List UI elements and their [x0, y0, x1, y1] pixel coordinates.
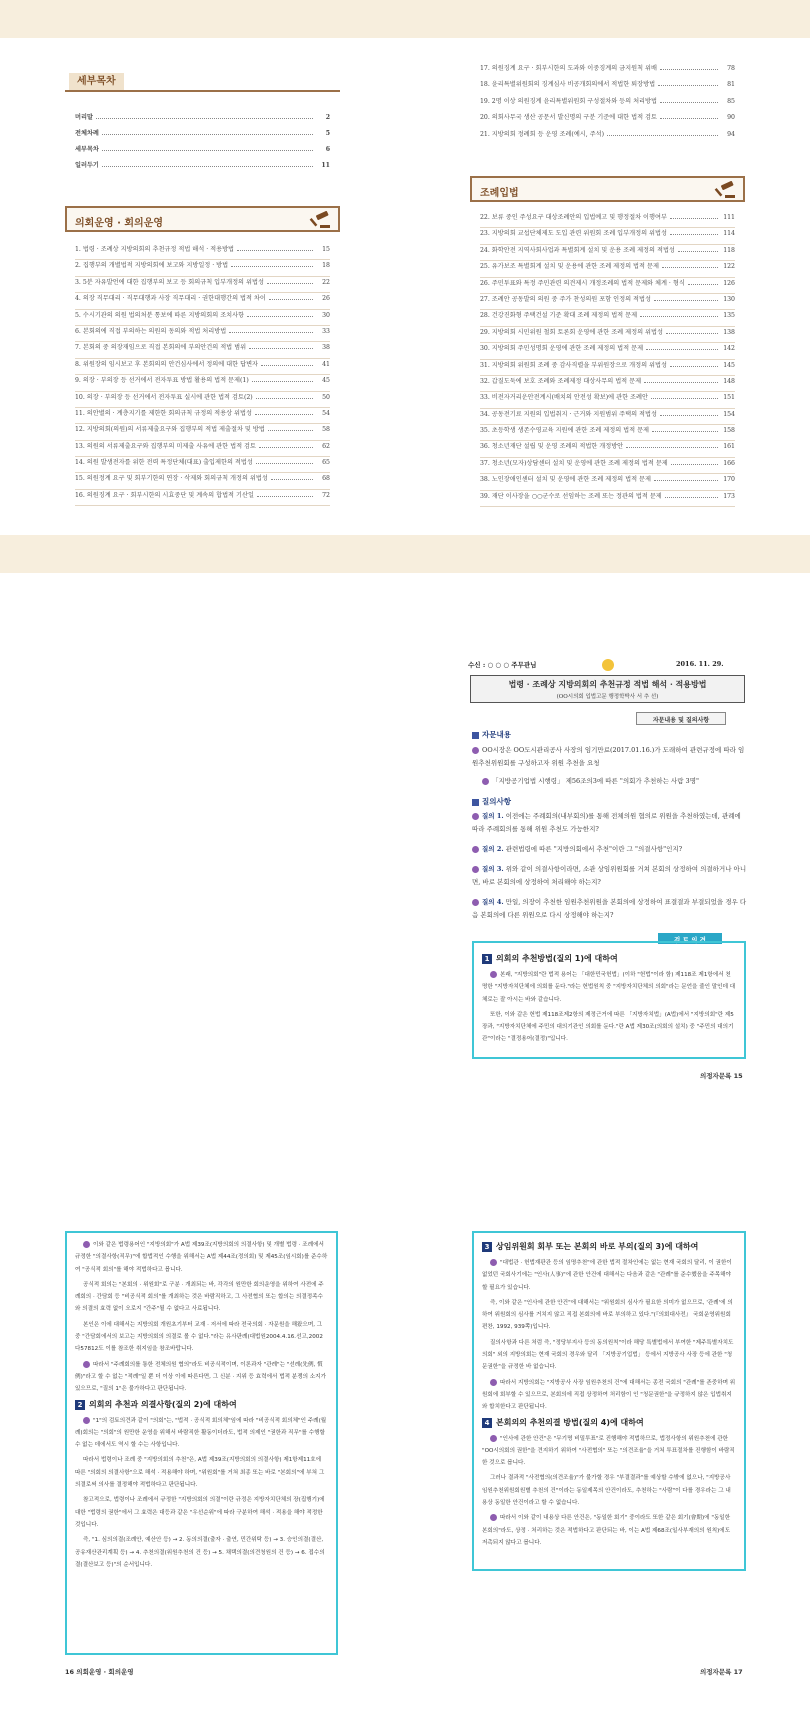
bullet-icon	[490, 1379, 497, 1386]
toc-item[interactable]	[75, 457, 330, 473]
question-4	[472, 896, 747, 922]
toc-item[interactable]	[75, 359, 330, 375]
bullet-icon	[472, 813, 479, 820]
section2-heading-label: 조례입법	[480, 188, 519, 199]
section1-toc-list	[75, 244, 330, 506]
toc-item-title: 35. 초등학생 생존수영교육 지원에 관한 조례 제정의 법적 문제	[480, 427, 650, 435]
toc-leader-dots	[257, 493, 313, 497]
toc-leader-dots	[688, 281, 718, 285]
heading-number-badge: 4	[482, 1418, 492, 1428]
toc-item-title: 24. 화학안전 지역사회사업과 특별회계 설치 및 운용 조례 제정의 적법성	[480, 246, 675, 254]
review-text: 본래, "지방의회"란 법적 용어는 「대한민국헌법」(이하 "헌법"이라 함) 제118조 제1항에서 천명한 "지방자치단체에 의회를 둔다."라는 헌법원칙 중 "지방자치단체의 의회"라는 문언을 줄인 말인데 대체로는 잘 아시는 바와 같습니다.	[482, 972, 736, 1003]
toc-item-page: 22	[322, 278, 330, 286]
toc-item-title: 30. 지방의회 주민성명회 운영에 관한 조례 제정의 법적 문제	[480, 345, 644, 353]
question-1-label: 질의 1.	[482, 812, 504, 820]
toc-item-title: 27. 조례안 공동발의 의원 중 주가 찬성의원 포함 인정의 적법성	[480, 295, 651, 303]
gavel-icon	[713, 181, 737, 199]
toc-item[interactable]	[75, 293, 330, 309]
review-paragraph: 즉, 이와 같은 "인사에 관한 안건"에 대해서는 "위원회의 심사가 필요한 의미가 없으므로, '관례'에 의하여 위원회의 심사를 거치지 않고 직접 본회의에 바로 부의하고 있다."(『의회대사전』 국회운영위원회 편찬, 1992, 939쪽)입니다.	[482, 1299, 733, 1331]
toc-leader-dots	[660, 66, 718, 70]
toc-leader-dots	[249, 345, 313, 349]
question-4-text: 만일, 의장이 추천한 임원추천위원을 본회의에 상정하여 표결결과 부결되었을 경우 다음 본회의에 다른 위원으로 다시 상정해야 하는지?	[472, 898, 747, 919]
review-text: "인사에 관한 안건"은 "무기명 비밀투표"로 진행해야 적법하므로, 법정사항의 위원추천에 관한 "OO시의회의 권한"을 견지하기 위하여 "사전협의" 또는 "의견조율"을 거쳐 투표절차를 진행함이 바람직한 것으로 봅니다.	[482, 1435, 735, 1467]
question-4-label: 질의 4.	[482, 898, 504, 906]
toc-item-page: 68	[322, 475, 330, 483]
toc-item-page: 118	[723, 246, 735, 254]
toc-item-title: 15. 의원정계 요구 및 회부기한의 연장 · 삭제와 회의규칙 개정의 위법성	[75, 475, 268, 483]
review-heading-2	[75, 1399, 328, 1410]
toc-item[interactable]	[75, 260, 330, 276]
toc-leader-dots	[261, 362, 313, 366]
toc-leader-dots	[268, 427, 313, 431]
toc-item-title: 19. 2명 이상 의원징계 윤리특별위원회 구성절차와 등의 처리방법	[480, 97, 657, 105]
toc-item-page: 2	[325, 114, 330, 121]
toc-item-title: 37. 청소년(모자)상담센터 설치 및 운영에 관한 조례 제정의 법적 문제	[480, 459, 668, 467]
toc-item-title: 25. 유가보조 특별회계 설치 및 운용에 관한 조례 제정의 법적 문제	[480, 263, 659, 271]
question-section-label: 질의사항	[482, 797, 511, 806]
toc-leader-dots	[256, 395, 313, 399]
memo-title-box	[470, 675, 745, 703]
toc-leader-dots	[660, 99, 718, 103]
toc-leader-dots	[96, 115, 313, 119]
review-heading-3-label: 상임위원회 회부 또는 본회의 바로 부의(질의 3)에 대하여	[496, 1242, 699, 1251]
review-text: 따라서 이와 같이 내용상 다른 안건은, "동일한 회기" 중이라도 또한 같은 회기(會期)에 "동일한 본회의"라도, 상정 · 처리하는 것은 적법하다고 판단되는 바, 이는 A법 제68조(일사부재의의 원칙)에도 저촉되지 않다고 봅니다.	[482, 1515, 731, 1546]
toc-item-title: 39. 재단 이사장을 ○○군수로 선임하는 조례 또는 정관의 법적 문제	[480, 492, 662, 500]
toc-item-title: 18. 윤리특별위원회의 징계심사 비공개회의에서 적법한 퇴장방법	[480, 81, 656, 89]
toc-leader-dots	[256, 460, 313, 464]
toc-item[interactable]	[75, 326, 330, 342]
toc-item[interactable]	[75, 424, 330, 440]
toc-item-title: 7. 본회의 중 의장재임으로 직접 본회의에 부의안건의 적법 범위	[75, 344, 247, 352]
toc-item-page: 38	[322, 344, 330, 352]
toc-item-page: 6	[325, 146, 330, 153]
toc-item[interactable]	[480, 360, 735, 376]
heading-number-badge: 3	[482, 1242, 492, 1252]
toc-leader-dots	[271, 476, 313, 480]
toc-item-title: 38. 노인장애인센터 설치 및 운영에 관한 조례 제정의 법적 문제	[480, 476, 651, 484]
toc-item-title: 14. 의원 발생전자를 위한 전력 특정단체(대표) 출입제한의 적법성	[75, 459, 253, 467]
review-text: 따라서 지방의회는 "지방공사 사장 임원추천의 건"에 대해서는 종전 국회의 "관례"를 존중하며 위원회에 회부할 수 있으므로, 본회의에 직접 상정하여 처리함이 인 "청문권한"을 규정하지 않은 입법취지와 합치한다고 판단됩니다.	[482, 1379, 736, 1411]
toc-item-page: 151	[723, 394, 735, 402]
toc-leader-dots	[102, 131, 313, 135]
bullet-icon	[482, 778, 489, 785]
toc-item-page: 148	[723, 377, 735, 385]
page-folio-17: 의정자문록 17	[700, 1668, 743, 1676]
toc-item[interactable]	[480, 112, 735, 128]
seal-icon	[602, 659, 614, 671]
review-paragraph: 본인은 이에 대해서는 지방의회 개원초기부터 교재 · 저서에 따라 전국의회 · 자문원을 해왔으며, 그 중 "간담회에서의 보고는 지방의회의 의결로 볼 수 없다."라는 유사판례(대법원2004.4.16.선고,2002다57812도 이를 참조한 취지임을 참조바랍니다.	[75, 1321, 323, 1353]
toc-leader-dots	[259, 444, 313, 448]
review-box-page17	[472, 1231, 746, 1571]
bullet-icon	[490, 1514, 497, 1521]
toc-leader-dots	[670, 231, 718, 235]
review-paragraph: 따라서 법령이나 조례 중 "지방의회의 추천"은, A법 제39조(지방의회의 의결사항) 제1항제11호에 따른 "의회의 의결사항"으로 해석 · 적용해야 하며, "위원회"를 거쳐 최종 또는 바로 "본회의"에 부쳐 그 의결로써 의사를 결정해야 적법하다고 판단됩니다.	[75, 1457, 325, 1489]
advisory-paragraph-1	[472, 744, 747, 770]
review-heading-4-label: 본회의의 추천의결 방법(질의 4)에 대하여	[496, 1417, 644, 1427]
toc-item[interactable]	[480, 409, 735, 425]
square-bullet-icon	[472, 732, 479, 739]
toc-item-title: 23. 지방의회 교섭단체제도 도입 관련 위원회 조례 입부개정의 위법성	[480, 230, 667, 238]
review-paragraph: 그러나 결과적 "사전협의(의견조율)"가 불가할 경우 "부결결과"를 예상할 수밖에 없으나, "지방공사 임원추천위원회원별 추천의 건"이라는 동일제목의 안건이라도, 추천하는 "사람"이 다를 경우라는 그 내용상 동일한 안건이라고 할 수 없습니다.	[482, 1475, 731, 1507]
advisory-text-1: OO시장은 OO도시관리공사 사장의 임기만료(2017.01.16.)가 도래하여 관련규정에 따라 임원추천위원회를 구성하고자 위원 추천을 요청	[472, 746, 745, 767]
toc-item[interactable]	[480, 278, 735, 294]
toc-leader-dots	[660, 115, 718, 119]
toc-item-page: 78	[727, 65, 735, 72]
review-heading-1	[482, 953, 736, 964]
toc-item-title: 6. 본회의에 직접 부의하는 의원의 동의와 적법 처리방법	[75, 327, 227, 335]
memo-date: 2016. 11. 29.	[676, 660, 724, 668]
toc-item-page: 126	[723, 279, 735, 287]
toc-item-title: 29. 지방의회 시민위원 철회 토론회 운영에 관한 조례 제정의 위법성	[480, 328, 663, 336]
toc-item[interactable]	[75, 375, 330, 391]
review-paragraph	[75, 1239, 328, 1276]
toc-item-title: 22. 보류 중인 주성요구 대상조례안의 입법예고 및 행정절차 이행여부	[480, 214, 667, 221]
toc-item[interactable]	[480, 245, 735, 261]
toc-item[interactable]	[480, 212, 735, 228]
toc-item[interactable]	[75, 244, 330, 260]
toc-item-page: 11	[321, 162, 330, 169]
memo-subtitle: (OO시의회 입법고문 행정학박사 서 추 선)	[556, 694, 659, 700]
toc-item-page: 85	[727, 97, 735, 105]
toc-item-title: 3. 5분 자유발언에 대한 집행부의 보고 등 회의규칙 입부개정의 위법성	[75, 278, 264, 286]
toc-item-page: 122	[723, 263, 735, 271]
top-band	[0, 0, 810, 38]
review-text: "대법관 · 헌법재판관 등의 임명추천"에 관한 법적 절차인에는 없는 현재 국회의 달리, 이 권한이 없었던 국회사기에는 "인사(人事)"에 관한 안건에 대해서는 다음과 같은 "관례"를 준수했음을 주목해야 할 필요가 있습니다.	[482, 1260, 732, 1291]
toc-item-page: 54	[322, 409, 330, 417]
toc-item-title: 10. 의장 · 부의장 등 선거에서 전자투표 실시에 관한 법적 검토(2)	[75, 393, 253, 401]
bullet-icon	[472, 747, 479, 754]
toc-item-title: 9. 의장 · 부의장 등 선거에서 전자투표 방법 활용의 법적 문제(1)	[75, 377, 249, 385]
toc-item[interactable]	[75, 128, 330, 144]
question-3	[472, 863, 747, 889]
bullet-icon	[490, 971, 497, 978]
review-opinion-banner: 검 토 의 견	[658, 933, 722, 944]
toc-leader-dots	[102, 147, 313, 151]
square-bullet-icon	[472, 799, 479, 806]
bullet-icon	[83, 1361, 90, 1368]
toc-leader-dots	[670, 363, 718, 367]
toc-leader-dots	[252, 378, 313, 382]
toc-leader-dots	[662, 264, 718, 268]
toc-item-page: 81	[727, 81, 735, 89]
toc-item[interactable]	[75, 490, 330, 506]
toc-item[interactable]	[480, 261, 735, 277]
toc-item[interactable]	[480, 474, 735, 490]
toc-item-page: 170	[723, 476, 735, 484]
review-text: "1"의 검토의견과 같이 "의회"는, "법적 · 공식적 회의체"임에 따라 "비공식적 회의체"인 주례(월례)회의는 "의회"의 원만한 운영을 위해서 바람직한 활동이더라도, 법적 의제인 "권한과 직무"를 수행할 수 없는 데에서도 역시 할 수는 사항입니다.	[75, 1417, 327, 1449]
toc-leader-dots	[678, 248, 718, 252]
review-paragraph	[75, 1359, 328, 1396]
front-toc-heading-label: 세부목차	[69, 73, 124, 90]
toc-item-page: 26	[322, 295, 330, 303]
toc-item-page: 5	[325, 130, 330, 137]
toc-leader-dots	[229, 329, 313, 333]
toc-item[interactable]	[480, 228, 735, 244]
question-section-title	[472, 796, 511, 807]
toc-item-title: 20. 의회사무국 생산 공문서 발신명의 구분 기준에 대한 법적 검토	[480, 114, 657, 122]
section2-heading	[470, 176, 745, 202]
toc-item-title: 머리말	[75, 114, 93, 121]
toc-item-title: 12. 지방의회(의원)의 서류제출요구와 집행부의 적법 제출절차 및 방법	[75, 426, 265, 434]
middle-band	[0, 535, 810, 573]
toc-item[interactable]	[480, 458, 735, 474]
toc-item-title: 21. 지방의회 정례회 등 운영 조례(예시, 주석)	[480, 130, 605, 138]
review-paragraph: 즉, "1. 심의의결(조례안, 예산안 등) → 2. 동의의결(출자 · 출연, 민간위탁 등) → 3. 승인의결(결산, 공유재산관리계획 등) → 4. 추천의결(위원추천의 건 등) → 5. 채택의결(의견청원의 건 등) → 6. 접수의결(결산보고 등)"의 순서입니다.	[75, 1537, 325, 1568]
bullet-icon	[490, 1259, 497, 1266]
inquiry-chip: 자문내용 및 질의사항	[636, 712, 726, 725]
toc-item-page: 145	[723, 361, 735, 369]
toc-leader-dots	[644, 379, 718, 383]
toc-item[interactable]	[480, 441, 735, 457]
toc-item[interactable]	[75, 473, 330, 489]
review-text: 따라서 "주례회의를 통한 전체의원 협의"라도 비공식적이며, 이론과자 "관례"는 "선례(先例, 慣例)"라고 할 수 없는 "적례"일 뿐 더 이상 이에 따른다면, 그 신분 · 지위 등 효력에서 법적 분쟁의 소지가 있으므로, "질의 1"은 불가하다고 판단됩니다.	[75, 1361, 326, 1393]
review-heading-3	[482, 1241, 736, 1252]
toc-leader-dots	[671, 461, 718, 465]
bullet-icon	[490, 1435, 497, 1442]
toc-item-title: 세부목차	[75, 146, 99, 153]
toc-item-page: 58	[322, 426, 330, 434]
toc-item-title: 8. 위원장의 임시보고 후 본회의의 안건심사에서 정의에 대한 답변자	[75, 360, 259, 368]
review-paragraph	[482, 1512, 736, 1549]
advisory-paragraph-2	[482, 775, 747, 788]
toc-item-title: 1. 법령 · 조례상 지방의회의 추천규정 적법 해석 · 적용방법	[75, 246, 235, 253]
toc-leader-dots	[607, 132, 718, 136]
toc-leader-dots	[237, 247, 313, 251]
toc-item[interactable]	[480, 343, 735, 359]
section1-heading-label: 의회운영 · 회의운영	[75, 218, 164, 229]
review-heading-4	[482, 1417, 736, 1428]
toc-item-page: 114	[723, 230, 735, 238]
review-paragraph: 또한, 이와 같은 헌법 제118조제2항의 제정근거에 따른 「지방자치법」(A법)에서 "지방의회"란 제5장과, "지방자치단체에 주민의 대의기관인 의회를 둔다."란 A법 제30조(의회의 설치) 중 "주민의 대의기관"이라는 "결정용어(결정)"입니다.	[482, 1011, 734, 1043]
toc-leader-dots	[654, 477, 718, 481]
toc-item-page: 45	[322, 377, 330, 385]
toc-item-title: 16. 의원징계 요구 · 회부시한의 시효중단 및 계속의 합법적 기산일	[75, 491, 254, 499]
toc-item[interactable]	[480, 294, 735, 310]
review-box-page15	[472, 941, 746, 1059]
toc-item[interactable]	[480, 425, 735, 441]
toc-item-page: 130	[723, 295, 735, 303]
advisory-section-title	[472, 729, 511, 740]
review-paragraph	[482, 969, 736, 1006]
bullet-icon	[472, 866, 479, 873]
toc-leader-dots	[670, 215, 718, 219]
toc-item-page: 138	[723, 328, 735, 336]
toc-item-page: 154	[723, 410, 735, 418]
review-paragraph: 질의사항과 다른 처럼 즉, "정당부지사 등의 동의원칙"이라 해당 특별법에서 부여한 "제주특별자치도의회" 외의 지방의회는 현재 국회의 경우와 달리 「지방공기업법」 등에서 지방공사 사장 등에 관한 "청문권한"을 규정한 바 없습니다.	[482, 1339, 734, 1371]
toc-item-page: 33	[322, 327, 330, 335]
toc-item[interactable]	[75, 392, 330, 408]
toc-leader-dots	[646, 346, 718, 350]
toc-item[interactable]	[75, 112, 330, 128]
toc-item-title: 전체차례	[75, 130, 99, 137]
question-2	[472, 843, 747, 856]
toc-item[interactable]	[480, 79, 735, 95]
toc-leader-dots	[665, 494, 718, 498]
question-1	[472, 810, 747, 836]
toc-item-page: 62	[322, 442, 330, 450]
question-1-text: 이전에는 주례회의(내부회의)를 통해 전체의원 협의로 위원을 추천하였는데, 관례에 따라 주례회의를 통해 위원 추천도 가능한지?	[472, 812, 741, 833]
bullet-icon	[83, 1417, 90, 1424]
review-heading-1-label: 의회의 추천방법(질의 1)에 대하여	[496, 954, 618, 963]
toc-item[interactable]	[480, 129, 735, 145]
toc-item-page: 72	[322, 491, 330, 499]
toc-leader-dots	[651, 395, 718, 399]
toc-item-page: 94	[727, 130, 735, 138]
heading-number-badge: 1	[482, 954, 492, 964]
toc-leader-dots	[660, 412, 718, 416]
toc-item-page: 173	[723, 492, 735, 500]
toc-item[interactable]	[480, 96, 735, 112]
toc-item-page: 30	[322, 311, 330, 319]
toc-item-title: 13. 의원의 서류제출요구와 집행부의 미제출 사유에 관한 법적 검토	[75, 442, 256, 450]
toc-item-title: 일러두기	[75, 162, 99, 169]
toc-item-page: 15	[322, 246, 330, 253]
bullet-icon	[83, 1241, 90, 1248]
toc-item-title: 26. 주민투표와 특정 주민관련 의견제시 개정조례의 법적 문제와 체계 · 형식	[480, 279, 685, 287]
review-box-page16	[65, 1231, 338, 1655]
page-folio-16: 16 의회운영 · 회의운영	[65, 1668, 134, 1676]
toc-item[interactable]	[75, 277, 330, 293]
toc-item-title: 31. 지방의회 위원회 조례 중 감사직렬을 부위원장으로 개정의 위법성	[480, 361, 667, 369]
toc-leader-dots	[269, 296, 313, 300]
toc-item[interactable]	[480, 491, 735, 507]
toc-item[interactable]	[75, 144, 330, 160]
toc-leader-dots	[247, 313, 313, 317]
review-heading-2-label: 의회의 추천과 의결사항(질의 2)에 대하여	[89, 1399, 237, 1409]
recipient-line: 수신 : ○ ○ ○ 주무관님	[468, 661, 537, 669]
toc-item[interactable]	[480, 327, 735, 343]
question-2-text: 관련법령에 따른 "지방의회에서 추천"이란 그 "의결사항"인지?	[505, 845, 683, 853]
toc-item-page: 41	[322, 360, 330, 368]
toc-leader-dots	[640, 313, 718, 317]
memo-title: 법령 · 조례상 지방의회의 추천규정 적법 해석 · 적용방법	[508, 679, 707, 689]
toc-leader-dots	[267, 280, 313, 284]
front-toc-list	[75, 112, 330, 176]
toc-leader-dots	[658, 82, 718, 86]
toc-item-title: 36. 청소년재단 설립 및 운영 조례의 적법한 개정방안	[480, 443, 624, 451]
toc-item-title: 28. 건강진화형 주택건설 기준 확대 조례 제정의 법적 문제	[480, 312, 638, 320]
section2-toc-list	[480, 212, 735, 507]
toc-item-title: 2. 집행부의 개별법적 지방의회에 보고와 지방일정 · 방법	[75, 262, 229, 270]
toc-item[interactable]	[480, 392, 735, 408]
question-2-label: 질의 2.	[482, 845, 504, 853]
toc-item-page: 166	[723, 459, 735, 467]
bullet-icon	[472, 899, 479, 906]
advisory-section-label: 자문내용	[482, 730, 511, 739]
review-paragraph	[482, 1257, 736, 1294]
toc-leader-dots	[102, 163, 313, 167]
section1-continued-toc-list	[480, 63, 735, 145]
toc-leader-dots	[666, 330, 718, 334]
toc-item-title: 34. 공동전기료 지원의 입법취지 · 근거와 지원범위 주택의 적법성	[480, 410, 657, 418]
toc-item[interactable]	[75, 342, 330, 358]
toc-item-title: 5. 수시기관의 의원 법의처분 통보에 따른 지방의회의 조치사항	[75, 311, 245, 319]
toc-item[interactable]	[75, 310, 330, 326]
toc-leader-dots	[654, 297, 718, 301]
toc-item-page: 111	[723, 214, 735, 221]
toc-item-title: 11. 의안별의 · 계층지기를 제한한 회의규칙 규정의 적용상 위법성	[75, 409, 252, 417]
front-toc-heading	[65, 66, 340, 92]
question-3-label: 질의 3.	[482, 865, 504, 873]
review-paragraph	[75, 1415, 328, 1452]
toc-item-page: 142	[723, 345, 735, 353]
page-folio-15: 의정자문록 15	[700, 1072, 743, 1080]
toc-item[interactable]	[75, 160, 330, 176]
toc-item[interactable]	[480, 310, 735, 326]
toc-item-page: 90	[727, 114, 735, 122]
toc-item-title: 33. 비전자거리운안전계시(배치의 안전성 확보)에 관한 조례안	[480, 394, 648, 402]
toc-item[interactable]	[75, 441, 330, 457]
section1-heading	[65, 206, 340, 232]
toc-item-title: 32. 갑질도둑에 보호 조례와 조례제정 대상사무의 법적 문제	[480, 377, 642, 385]
heading-number-badge: 2	[75, 1400, 85, 1410]
review-paragraph: 공식적 회의는 "본회의 · 위원회"로 구분 · 개최되는 바, 각각의 원만한 회의운영을 위하여 사전에 주례회의 · 간담회 등 "비공식적 회의"를 개최하는 것은 바람직하고, 그 사전협의 또는 합의는 의결정족수와 의결의 효력 없이 오로지 "간주"될 수 없다고 사료됩니다.	[75, 1281, 324, 1313]
toc-item-page: 161	[723, 443, 735, 451]
review-paragraph	[482, 1377, 736, 1414]
toc-item-title: 4. 의장 직무대리 · 직무대행과 사장 직무대리 · 권한대행간의 법적 차이	[75, 295, 266, 303]
toc-leader-dots	[255, 411, 313, 415]
advisory-text-2: 「지방공기업법 시행령」 제56조의3에 따른 "의회가 추천하는 사람 3명"	[492, 777, 699, 785]
toc-item-page: 18	[322, 262, 330, 270]
toc-item-page: 158	[723, 427, 735, 435]
review-text: 이와 같은 법령용어인 "지방의회"가 A법 제39조(지방의회의 의결사항) 및 개별 법령 · 조례에서 규정한 "의결사항(직무)"에 합법적인 수행을 위해서는 A법 제44조(정의회) 및 제45조(임시회)를 준수하여 "공식적 회의"를 해야 적법하다고 봅니다.	[75, 1242, 328, 1273]
question-3-text: 위와 같이 의결사항이라면, 소관 상임위원회를 거쳐 본회의 상정하여 의결하거나 아니면, 바로 본회의에 상정하여 처리해야 하는지?	[472, 865, 747, 886]
review-paragraph	[482, 1433, 736, 1470]
toc-item-page: 65	[322, 459, 330, 467]
toc-leader-dots	[626, 444, 718, 448]
bullet-icon	[472, 846, 479, 853]
toc-item[interactable]	[480, 63, 735, 79]
review-paragraph: 참고적으로, 법령이나 조례에서 규정한 "지방의회의 의결"이란 규정은 지방자치단체의 장(집행기)에 대한 "법령의 권한"에서 그 효력은 대등과 같은 "우선순위"에 따라 구분하여 해석 · 적용을 해야 적정한 것입니다.	[75, 1497, 325, 1528]
toc-item-title: 17. 의원징계 요구 · 회부시한의 도과와 이중징계의 금지원칙 위배	[480, 65, 657, 72]
toc-leader-dots	[231, 263, 313, 267]
gavel-icon	[308, 211, 332, 229]
toc-item[interactable]	[480, 376, 735, 392]
toc-item-page: 135	[723, 312, 735, 320]
toc-item-page: 50	[322, 393, 330, 401]
toc-item[interactable]	[75, 408, 330, 424]
toc-leader-dots	[652, 428, 718, 432]
